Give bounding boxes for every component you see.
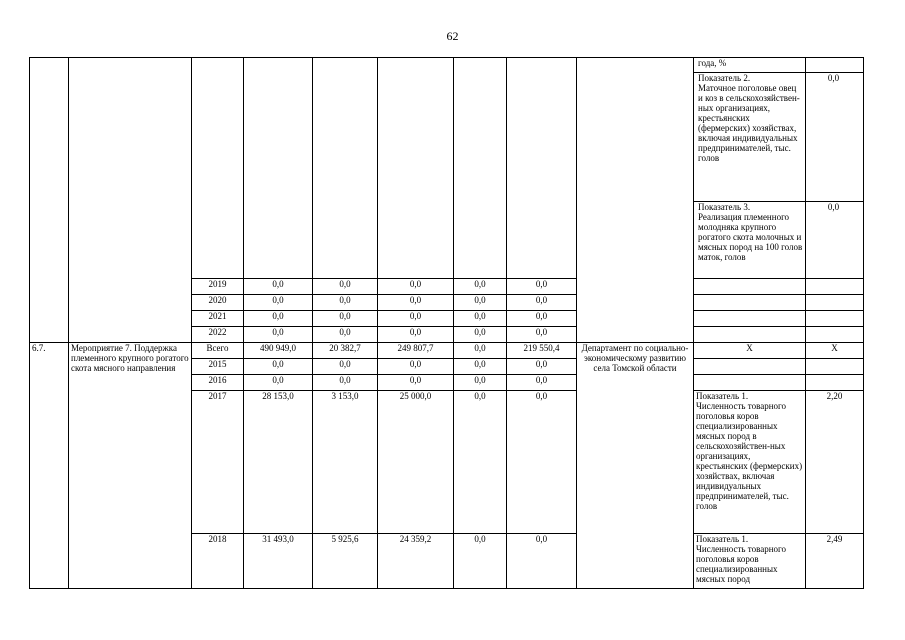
value-cell: 0,0 (454, 279, 507, 295)
value-cell: 0,0 (378, 359, 454, 375)
value-cell: 0,0 (244, 327, 313, 343)
value-cell: 0,0 (454, 359, 507, 375)
cell-empty (694, 327, 806, 343)
cell-empty (507, 58, 577, 279)
value-cell: 0,0 (454, 295, 507, 311)
indicator-x: X (694, 343, 806, 359)
value-cell: 0,0 (378, 327, 454, 343)
year-cell: 2022 (192, 327, 244, 343)
cell-empty (806, 375, 864, 391)
value-cell: 0,0 (507, 534, 577, 589)
continuation-row (30, 58, 864, 279)
row-6-7-total (30, 343, 864, 359)
cell-empty (313, 58, 378, 279)
value-cell: 0,0 (454, 327, 507, 343)
value-cell: 490 949,0 (244, 343, 313, 359)
value-cell: 0,0 (313, 327, 378, 343)
value-cell: 31 493,0 (244, 534, 313, 589)
cell-empty (806, 359, 864, 375)
indicator-name: Показатель 1. (696, 534, 749, 544)
indicator-cell (694, 534, 806, 589)
value-cell: 249 807,7 (378, 343, 454, 359)
value-cell: 0,0 (454, 343, 507, 359)
cell-empty (806, 279, 864, 295)
indicator-name: Показатель 2. (698, 73, 751, 83)
value-cell: 24 359,2 (378, 534, 454, 589)
year-cell: 2021 (192, 311, 244, 327)
cell-empty (244, 58, 313, 279)
cell-empty (806, 327, 864, 343)
value-cell: 0,0 (454, 534, 507, 589)
value-cell: 0,0 (507, 311, 577, 327)
value-cell: 0,0 (378, 295, 454, 311)
year-cell: 2016 (192, 375, 244, 391)
value-cell: 0,0 (313, 279, 378, 295)
cell-empty (694, 359, 806, 375)
value-cell: 20 382,7 (313, 343, 378, 359)
value-cell: 0,0 (378, 311, 454, 327)
value-cell: 3 153,0 (313, 391, 378, 534)
value-cell: 0,0 (507, 295, 577, 311)
cell-empty (806, 311, 864, 327)
indicator-3 (694, 202, 863, 278)
cell-empty (378, 58, 454, 279)
value-cell: 0,0 (244, 375, 313, 391)
value-cell: 5 925,6 (313, 534, 378, 589)
year-cell: 2019 (192, 279, 244, 295)
year-cell: 2020 (192, 295, 244, 311)
year-cell: 2017 (192, 391, 244, 534)
cell-empty (454, 58, 507, 279)
value-cell: 0,0 (507, 279, 577, 295)
measure-name: Мероприятие 7. Поддержка племенного крупного рогатого скота мясного направления (69, 343, 192, 589)
value-cell: 28 153,0 (244, 391, 313, 534)
indicator-text: Маточное поголовье овец и коз в сельскохозяйствен-ных организациях, крестьянских (фермерских) хозяйствах, включая индивидуальных предпринимателей, тыс. голов (698, 83, 800, 163)
value-cell: 0,0 (507, 327, 577, 343)
cell-executor-empty (577, 58, 694, 343)
value-cell: 0,0 (313, 311, 378, 327)
indicator-cont (694, 58, 863, 73)
total-label: Всего (192, 343, 244, 359)
indicator-stack (694, 58, 864, 279)
value-cell: 0,0 (507, 375, 577, 391)
program-table (29, 57, 864, 589)
indicator-text: Численность товарного поголовья коров специализированных мясных пород в сельскохозяйствен-ных организациях, крестьянских (фермерских) хозяйствах, включая индивидуальных предпринимателей, тыс. голов (696, 401, 803, 511)
value-cell: 0,0 (244, 359, 313, 375)
executor: Департамент по социально-экономическому развитию села Томской области (577, 343, 694, 589)
indicator-value: 0,0 (827, 73, 840, 83)
value-cell: 25 000,0 (378, 391, 454, 534)
indicator-text: Реализация племенного молодняка крупного рогатого скота молочных и мясных пород на 100 голов маток, голов (698, 212, 803, 262)
value-cell: 0,0 (244, 295, 313, 311)
indicator-2 (694, 73, 863, 202)
indicator-value: 2,20 (806, 391, 864, 534)
value-cell: 0,0 (313, 359, 378, 375)
value-cell: 0,0 (378, 279, 454, 295)
indicator-name: Показатель 1. (696, 391, 749, 401)
value-cell: 0,0 (244, 279, 313, 295)
value-cell: 219 550,4 (507, 343, 577, 359)
indicator-value: 2,49 (806, 534, 864, 589)
cell-num-empty (30, 58, 69, 343)
cell-empty (694, 375, 806, 391)
value-cell: 0,0 (244, 311, 313, 327)
year-cell: 2018 (192, 534, 244, 589)
cell-empty (694, 279, 806, 295)
indicator-value: 0,0 (827, 202, 840, 212)
year-cell: 2015 (192, 359, 244, 375)
page-number: 62 (446, 29, 459, 43)
value-cell: 0,0 (454, 391, 507, 534)
cell-empty (694, 295, 806, 311)
value-cell: 0,0 (507, 359, 577, 375)
cell-empty (806, 295, 864, 311)
value-cell: 0,0 (313, 375, 378, 391)
value-x: X (806, 343, 864, 359)
indicator-cont-text: года, % (696, 58, 806, 72)
cell-empty (192, 58, 244, 279)
indicator-cell (694, 391, 806, 534)
value-cell: 0,0 (507, 391, 577, 534)
value-cell: 0,0 (454, 311, 507, 327)
value-cell: 0,0 (454, 375, 507, 391)
value-cell: 0,0 (378, 375, 454, 391)
indicator-name: Показатель 3. (698, 202, 751, 212)
row-number: 6.7. (30, 343, 69, 589)
cell-empty (694, 311, 806, 327)
indicator-text: Численность товарного поголовья коров специализированных мясных пород (696, 544, 787, 584)
value-cell: 0,0 (313, 295, 378, 311)
cell-name-empty (69, 58, 192, 343)
